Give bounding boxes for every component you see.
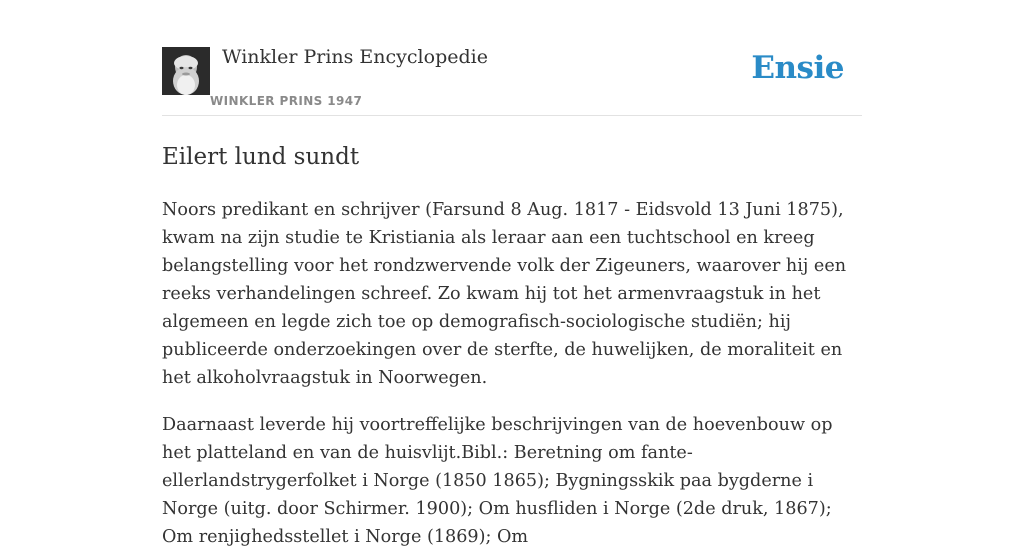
ensie-logo-link[interactable]: Ensie: [751, 50, 844, 86]
article-paragraph: Noors predikant en schrijver (Farsund 8 Aug. 1817 - Eidsvold 13 Juni 1875), kwam na zijn studie te Kristiania als leraar aan een tuchtschool en kreeg belangstelling voor het rondzwervende volk der Zigeuners, waarover hij een reeks verhandelingen schreef. Zo kwam hij tot het armenvraagstuk in het algemeen en legde zich toe op demografisch-sociologische studiën; hij publiceerde onderzoekingen over de sterfte, de huwelijken, de moraliteit en het alkoholvraagstuk in Noorwegen.: [162, 200, 847, 388]
article-title: Eilert lund sundt: [162, 144, 360, 170]
bearded-man-portrait-icon: [162, 47, 210, 95]
site-title[interactable]: Winkler Prins Encyclopedie: [222, 46, 488, 68]
article-body: [162, 196, 862, 551]
content-container: [162, 0, 862, 551]
site-header: [162, 0, 862, 116]
site-subtitle[interactable]: WINKLER PRINS 1947: [210, 94, 363, 108]
article-paragraph: Daarnaast leverde hij voortreffelijke beschrijvingen van de hoevenbouw op het platteland en van de huisvlijt.Bibl.: Beretning om fante-ellerlandstrygerfolket i Norge (1850 1865); Bygningsskik paa bygderne i Norge (uitg. door Schirmer. 1900); Om husfliden i Norge (2de druk, 1867); Om renjighedsstellet i Norge (1869); Om: [162, 415, 833, 547]
avatar[interactable]: [162, 47, 210, 95]
